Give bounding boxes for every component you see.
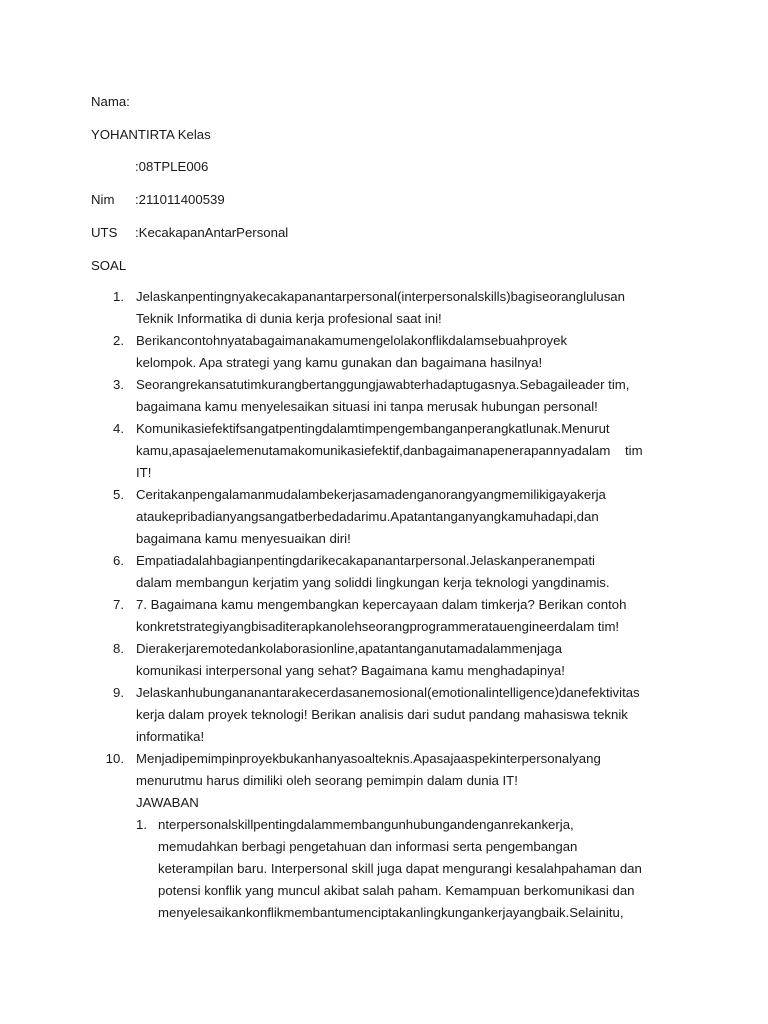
question-number: 4.: [113, 421, 124, 436]
question-text-line: Komunikasiefektifsangatpentingdalamtimpengembanganperangkatlunak.Menurut: [136, 421, 610, 436]
kelas-value: :08TPLE006: [135, 159, 209, 174]
question-number: 1.: [113, 289, 124, 304]
question-text-line: kamu,apasajaelemenutamakomunikasiefektif,danbagaimanapenerapannyadalam tim: [136, 443, 643, 458]
question-text-line: Seorangrekansatutimkurangbertanggungjawabterhadaptugasnya.Sebagaileader tim,: [136, 377, 630, 392]
question-text-line: Berikancontohnyatabagaimanakamumengelolakonflikdalamsebuahproyek: [136, 333, 568, 348]
uts-value: :KecakapanAntarPersonal: [135, 225, 289, 240]
question-text-line: konkretstrategiyangbisaditerapkanolehseorangprogrammeratauengineerdalam tim!: [136, 619, 620, 634]
question-text-line: bagaimana kamu menyesuaikan diri!: [136, 531, 351, 546]
question-text-line: IT!: [136, 465, 152, 480]
question-number: 10.: [105, 751, 124, 766]
question-text-line: 7. Bagaimana kamu mengembangkan kepercayaan dalam timkerja? Berikan contoh: [136, 597, 627, 612]
question-text-line: Ceritakanpengalamanmudalambekerjasamadenganorangyangmemilikigayakerja: [136, 487, 606, 502]
uts-label: UTS: [91, 225, 118, 240]
question-number: 9.: [113, 685, 124, 700]
question-number: 3.: [113, 377, 124, 392]
question-text-line: bagaimana kamu menyelesaikan situasi ini tanpa merusak hubungan personal!: [136, 399, 598, 414]
nim-label: Nim: [91, 192, 115, 207]
nama-label: Nama:: [91, 94, 130, 109]
answer-text-line: nterpersonalskillpentingdalammembangunhubungandenganrekankerja,: [158, 817, 574, 832]
answer-text-line: potensi konflik yang muncul akibat salah paham. Kemampuan berkomunikasi dan: [158, 883, 635, 898]
question-text-line: informatika!: [136, 729, 205, 744]
soal-heading: SOAL: [91, 258, 127, 273]
question-text-line: Empatiadalahbagianpentingdarikecakapanantarpersonal.Jelaskanperanempati: [136, 553, 595, 568]
answer-text-line: memudahkan berbagi pengetahuan dan informasi serta pengembangan: [158, 839, 578, 854]
question-text-line: Jelaskanhubungananantarakecerdasanemosional(emotionalintelligence)danefektivitas: [136, 685, 640, 700]
question-text-line: Jelaskanpentingnyakecakapanantarpersonal(interpersonalskills)bagiseoranglulusan: [136, 289, 625, 304]
student-name-kelas: YOHANTIRTA Kelas: [91, 127, 211, 142]
question-number: 2.: [113, 333, 124, 348]
question-text-line: Dierakerjaremotedankolaborasionline,apatantanganutamadalammenjaga: [136, 641, 562, 656]
question-number: 6.: [113, 553, 124, 568]
answer-text-line: menyelesaikankonflikmembantumenciptakanlingkungankerjayangbaik.Selainitu,: [158, 905, 624, 920]
question-number: 8.: [113, 641, 124, 656]
question-text-line: menurutmu harus dimiliki oleh seorang pemimpin dalam dunia IT!: [136, 773, 518, 788]
question-text-line: Teknik Informatika di dunia kerja profesional saat ini!: [136, 311, 442, 326]
question-text-line: Menjadipemimpinproyekbukanhanyasoalteknis.Apasajaaspekinterpersonalyang: [136, 751, 601, 766]
answer-number: 1.: [136, 817, 147, 832]
question-text-line: kelompok. Apa strategi yang kamu gunakan dan bagaimana hasilnya!: [136, 355, 543, 370]
question-number: 7.: [113, 597, 124, 612]
question-text-line: kerja dalam proyek teknologi! Berikan analisis dari sudut pandang mahasiswa teknik: [136, 707, 628, 722]
nim-value: :211011400539: [135, 192, 225, 207]
jawaban-heading: JAWABAN: [136, 795, 199, 810]
question-text-line: dalam membangun kerjatim yang soliddi lingkungan kerja teknologi yangdinamis.: [136, 575, 610, 590]
answer-text-line: keterampilan baru. Interpersonal skill juga dapat mengurangi kesalahpahaman dan: [158, 861, 642, 876]
question-text-line: ataukepribadianyangsangatberbedadarimu.Apatantanganyangkamuhadapi,dan: [136, 509, 599, 524]
question-text-line: komunikasi interpersonal yang sehat? Bagaimana kamu menghadapinya!: [136, 663, 565, 678]
question-number: 5.: [113, 487, 124, 502]
